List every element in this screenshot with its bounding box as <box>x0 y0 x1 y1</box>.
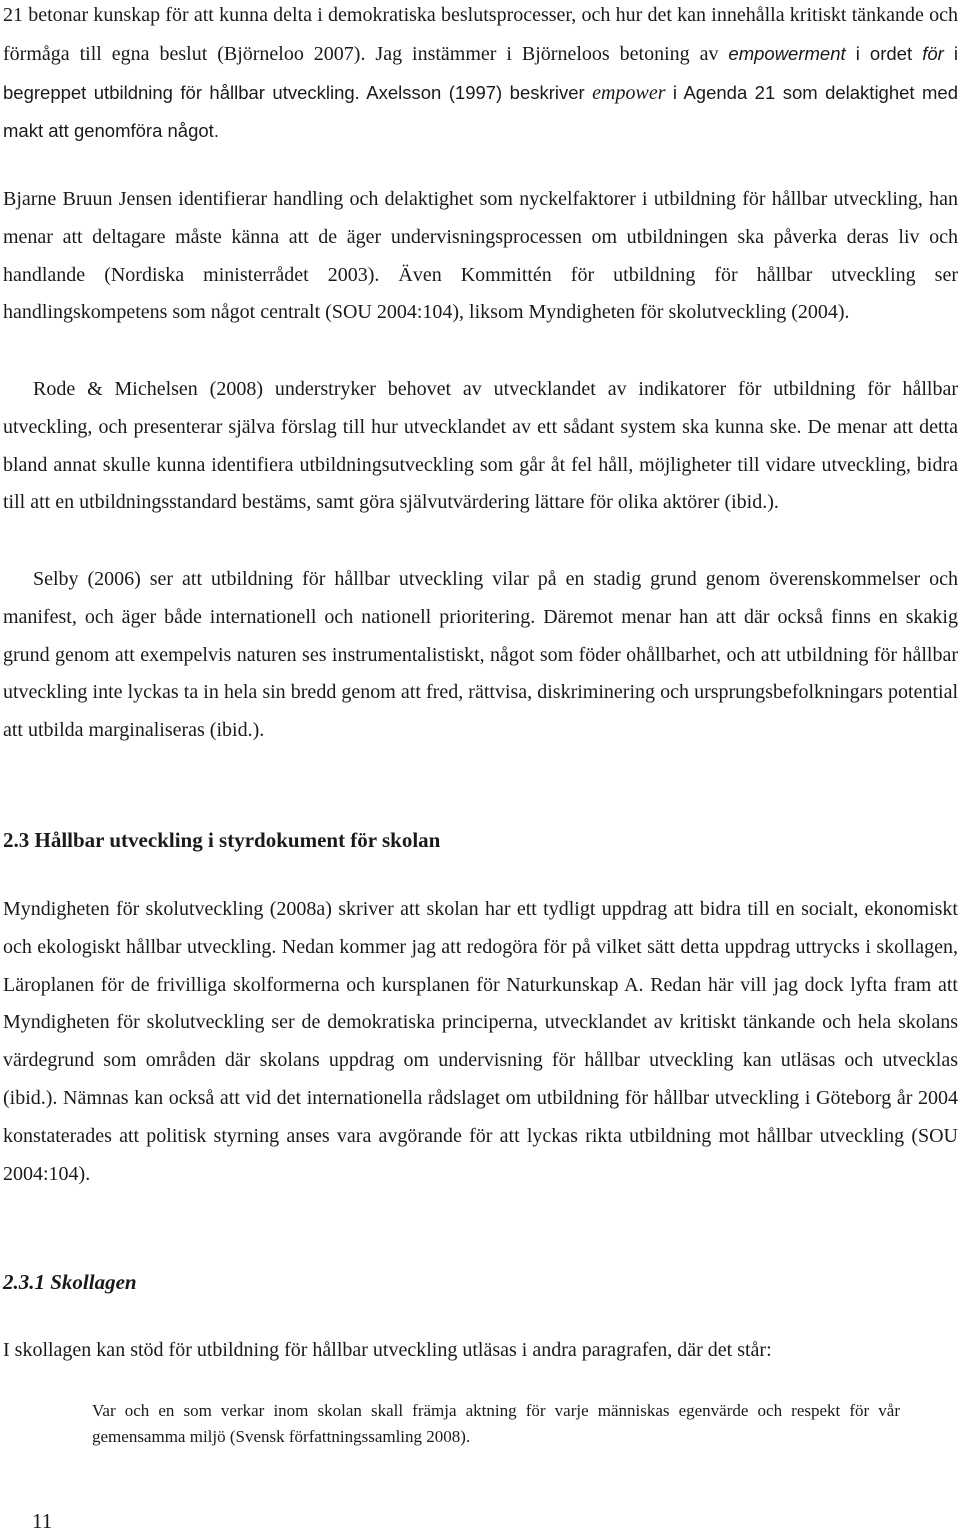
intro-text-2: i ordet <box>845 42 923 64</box>
paragraph-skollagen: I skollagen kan stöd för utbildning för hållbar utveckling utläsas i andra paragrafen, där det står: <box>3 1339 772 1361</box>
intro-text-4: i Agenda 21 som delaktighet med makt att genomföra något. <box>3 81 958 142</box>
paragraph-selby: Selby (2006) ser att utbildning för hållbar utveckling vilar på en stadig grund genom överenskommelser och manifest, och äger både internationell och nationell prioritering. Däremot menar han att där också finns en skakig grund genom att exempelvis naturen ses instrumentalistiskt, något som föder ohållbarhet, och att utbildning för hållbar utveckling inte lyckas ta in hela sin bredd genom att fred, rättvisa, diskriminering och ursprungsbefolkningars potential att utbilda marginaliseras (ibid.). <box>3 568 958 742</box>
term-empower: empower <box>592 81 666 104</box>
intro-paragraph <box>3 0 958 151</box>
page-number: 11 <box>32 1509 53 1533</box>
section-heading-2-3-1: 2.3.1 Skollagen <box>3 1270 137 1294</box>
section-heading-2-3: 2.3 Hållbar utveckling i styrdokument för skolan <box>3 828 441 852</box>
paragraph-rode-michelsen: Rode & Michelsen (2008) understryker behovet av utvecklandet av indikatorer för utbildning för hållbar utveckling, och presenterar själva förslag till hur utvecklandet av ett sådant system ska kunna ske. De menar att detta bland annat skulle kunna identifiera utbildningsutveckling som går åt fel håll, möjligheter till vidare utveckling, bidra till att en utbildningsstandard bestäms, samt göra självutvärdering lättare för olika aktörer (ibid.). <box>3 378 958 514</box>
paragraph-jensen: Bjarne Bruun Jensen identifierar handling och delaktighet som nyckelfaktorer i utbildning för hållbar utveckling, han menar att deltagare måste känna att de äger undervisningsprocessen om utbildningen ska påverka deras liv och handlande (Nordiska ministerrådet 2003). Även Kommittén för utbildning för hållbar utveckling ser handlingskompetens som något centralt (SOU 2004:104), liksom Myndigheten för skolutveckling (2004). <box>3 188 958 324</box>
paragraph-styrdokument: Myndigheten för skolutveckling (2008a) skriver att skolan har ett tydligt uppdrag att bidra till en socialt, ekonomiskt och ekologiskt hållbar utveckling. Nedan kommer jag att redogöra för på vilket sätt detta uppdrag uttrycks i skollagen, Läroplanen för de frivilliga skolformerna och kursplanen för Naturkunskap A. Redan här vill jag dock lyfta fram att Myndigheten för skolutveckling ser de demokratiska principerna, utvecklandet av kritiskt tänkande och hela skolans värdegrund som områden där skolans uppdrag om undervisning för hållbar utveckling kan utläsas och utvecklas (ibid.). Nämnas kan också att vid det internationella rådslaget om utbildning för hållbar utveckling i Göteborg år 2004 konstaterades att politisk styrning anses vara avgörande för att lyckas rikta utbildning mot hållbar utveckling (SOU 2004:104). <box>3 898 958 1185</box>
block-quote: Var och en som verkar inom skolan skall främja aktning för varje människas egenvärde och respekt för vår gemensamma miljö (Svensk författningssamling 2008). <box>92 1401 900 1446</box>
term-empowerment: empowerment <box>728 42 846 64</box>
term-for: för <box>922 42 944 64</box>
intro-text-3: i begreppet utbildning för hållbar utveckling. Axelsson (1997) beskriver <box>3 42 958 103</box>
intro-text-1: 21 betonar kunskap för att kunna delta i demokratiska beslutsprocesser, och hur det kan innehålla kritiskt tänkande och förmåga till egna beslut (Björneloo 2007). Jag instämmer i Björneloos betoning av <box>3 4 958 65</box>
